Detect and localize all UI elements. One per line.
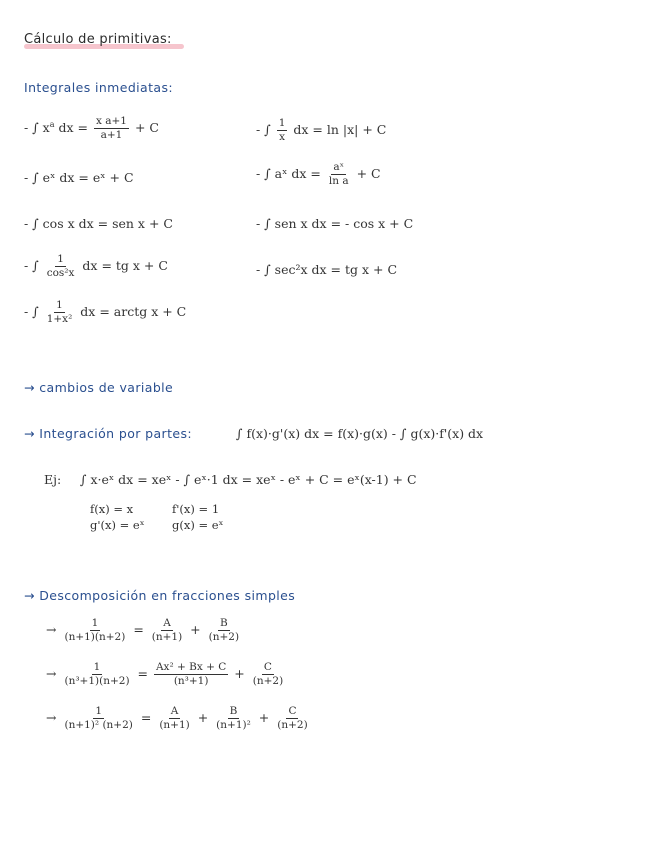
fraction-den: (n+1)² (n+2) <box>64 719 133 731</box>
section-heading-change: → cambios de variable <box>24 380 174 395</box>
fraction-den: (n+1) <box>159 719 190 731</box>
fraction-den: (n+2) <box>277 719 308 731</box>
fraction-num: aˣ <box>333 161 345 173</box>
formula-power <box>24 116 159 141</box>
fraction-term <box>157 706 191 731</box>
fraction-den: (n³+1) <box>173 675 209 687</box>
fraction-num: 1 <box>278 117 286 129</box>
arrow: → <box>46 622 57 637</box>
fraction-num: A <box>163 617 171 629</box>
fraction-den: 1+x² <box>46 313 73 325</box>
parts-example: ∫ x·eˣ dx = xeˣ - ∫ eˣ·1 dx = xeˣ - eˣ + C = eˣ(x-1) + C <box>80 472 417 487</box>
fraction-den: ln a <box>328 175 349 187</box>
formula-ln <box>256 118 386 143</box>
fraction-lhs <box>62 706 134 731</box>
fraction-num: A <box>170 705 179 717</box>
fraction-num: 1 <box>91 617 99 629</box>
fraction <box>94 116 129 141</box>
example-label: Ej: <box>44 472 62 487</box>
fraction-num: 1 <box>57 253 64 265</box>
fraction-term <box>251 662 285 687</box>
section-heading-parts: → Integración por partes: <box>24 426 193 441</box>
fraction <box>45 300 75 325</box>
fraction <box>45 254 77 279</box>
fraction-row: → $\frac{1}{\text{(n+1)² (n+2)}}$ = $\frac{A}{(n+1)}$ + $\frac{B}{\text{(n+1)²}}$ + $\frac{C}{(n+2)}$ <box>46 705 308 731</box>
formula-lead: - ∫ <box>24 304 39 319</box>
fraction-den: (n³+1)(n+2) <box>64 675 130 687</box>
fraction <box>277 118 288 143</box>
formula-ax <box>256 162 381 187</box>
section-heading-fractions: → Descomposición en fracciones simples <box>24 588 296 603</box>
fraction-den: (n+1) <box>151 631 183 643</box>
fraction-term <box>150 618 184 643</box>
fraction-row: → $\frac{1}{\text{(n³+1)(n+2)}}$ = $\frac{\text{Ax² + Bx + C}}{\text{(n³+1)}}$ + $\frac{C}{(n+2)}$ <box>46 661 284 687</box>
formula-exp: - ∫ eˣ dx = eˣ + C <box>24 170 134 185</box>
formula-cos: - ∫ cos x dx = sen x + C <box>24 216 173 231</box>
fraction-lhs <box>62 662 131 687</box>
fraction-num: B <box>229 705 238 717</box>
formula-sec2: - ∫ sec²x dx = tg x + C <box>256 262 398 277</box>
section-heading-immediate: Integrales inmediatas: <box>24 80 173 95</box>
formula-sup: a <box>49 119 55 129</box>
fraction <box>327 162 351 187</box>
parts-formula: ∫ f(x)·g'(x) dx = f(x)·g(x) - ∫ g(x)·f'(x) dx <box>236 426 484 441</box>
fraction-num: x a+1 <box>95 115 127 127</box>
fraction-den: (n+1)² <box>216 719 251 731</box>
formula-tail: dx = tg x + C <box>82 258 168 273</box>
fraction-num: 1 <box>56 299 63 311</box>
parts-fp: f'(x) = 1 <box>172 502 220 516</box>
parts-gp: g'(x) = eˣ <box>90 518 145 532</box>
fraction-row: → $\frac{1}{(n+1)(n+2)}$ = $\frac{A}{(n+1)}$ + $\frac{B}{(n+2)}$ <box>46 617 240 643</box>
fraction-den: (n+2) <box>208 631 240 643</box>
formula-tail: dx = arctg x + C <box>80 304 187 319</box>
arrow: → <box>46 666 57 681</box>
fraction-lhs <box>62 618 127 643</box>
formula-tail: + C <box>356 166 381 181</box>
formula-lead: - ∫ <box>256 122 271 137</box>
arrow: → <box>46 710 57 725</box>
formula-arctg <box>24 300 186 325</box>
fraction-term <box>154 662 228 687</box>
fraction-num: C <box>263 661 272 673</box>
fraction-term <box>214 706 253 731</box>
fraction-den: x <box>279 131 285 143</box>
fraction-num: 1 <box>95 705 103 717</box>
fraction-num: C <box>288 705 297 717</box>
fraction-den: (n+2) <box>252 675 284 687</box>
fraction-num: 1 <box>93 661 101 673</box>
formula-lead: - ∫ x <box>24 120 50 135</box>
fraction-den: (n+1)(n+2) <box>64 631 126 643</box>
formula-tail: dx = ln |x| + C <box>293 122 387 137</box>
formula-sen: - ∫ sen x dx = - cos x + C <box>256 216 414 231</box>
parts-g: g(x) = eˣ <box>172 518 224 532</box>
fraction-den: cos²x <box>46 267 75 279</box>
parts-f: f(x) = x <box>90 502 134 516</box>
page-title: Cálculo de primitivas: <box>24 32 172 47</box>
fraction-num: B <box>219 617 228 629</box>
formula-mid: dx = <box>54 120 88 135</box>
formula-lead: - ∫ <box>24 258 39 273</box>
fraction-den: a+1 <box>100 129 123 141</box>
formula-sec <box>24 254 168 279</box>
formula-tail: + C <box>134 120 159 135</box>
fraction-num: Ax² + Bx + C <box>155 661 227 673</box>
formula-lead: - ∫ aˣ dx = <box>256 166 321 181</box>
fraction-term <box>207 618 241 643</box>
fraction-term <box>275 706 309 731</box>
